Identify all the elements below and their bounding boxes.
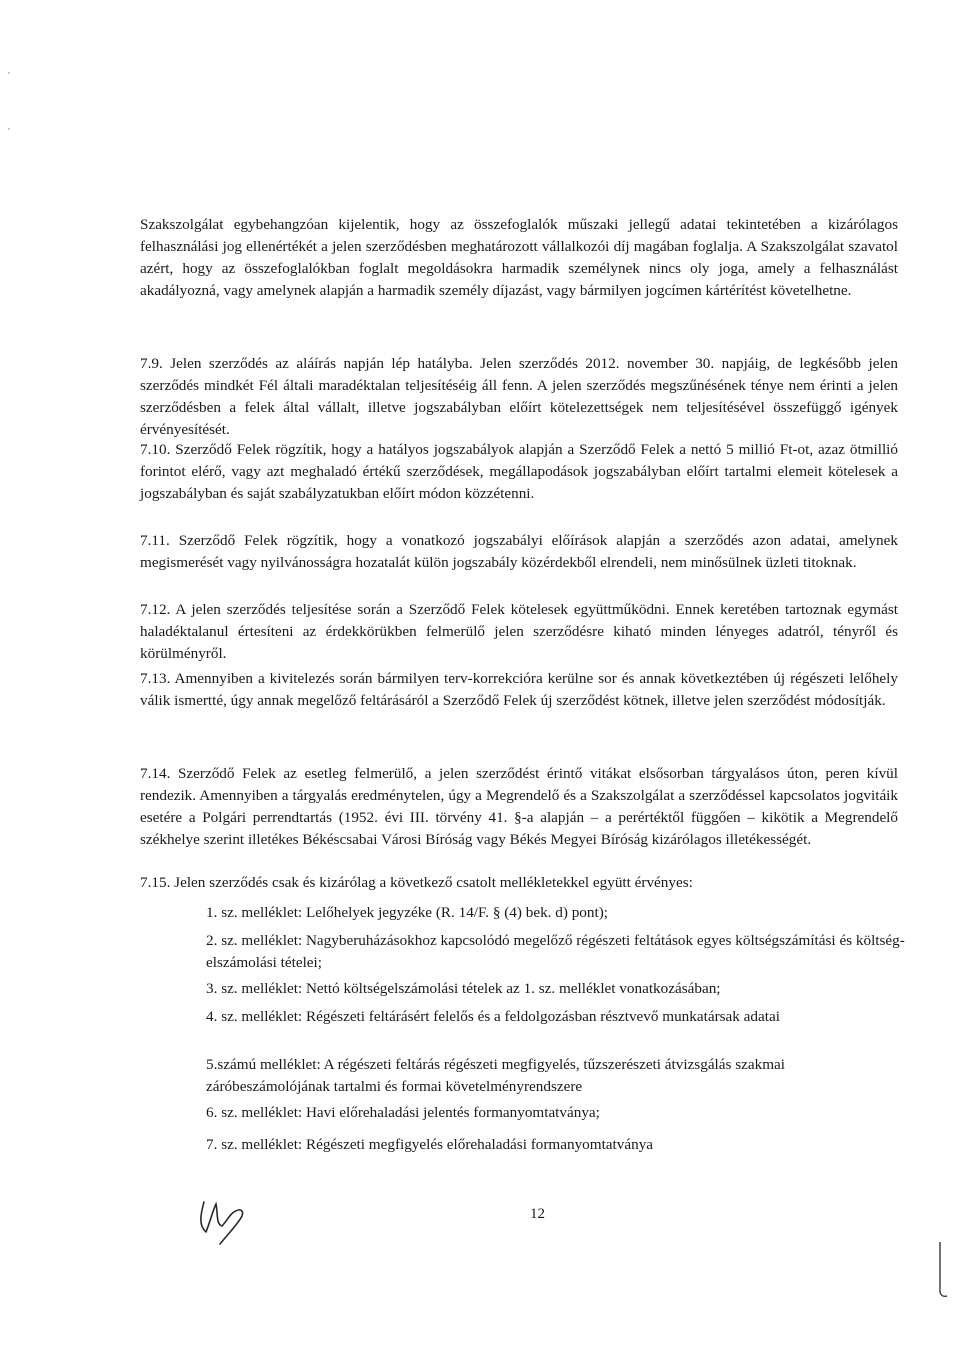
section-7-13: 7.13. Amennyiben a kivitelezés során bármilyen terv-korrekcióra kerülne sor és annak következtében új régészeti lelőhely válik ismertté, úgy annak megelőző feltárásáról a Szerződő Felek új szerződést kötnek, illetve jelen szerződést módosítják. xyxy=(140,670,898,709)
margin-mark xyxy=(930,1240,950,1300)
section-7-14: 7.14. Szerződő Felek az esetleg felmerülő, a jelen szerződést érintő vitákat elsősorban tárgyalásos úton, peren kívül rendezik. Amennyiben a tárgyalás eredménytelen, úgy a Megrendelő és a Szakszolgálat a szerződéssel kapcsolatos jogvitáik esetére a Polgári perrendtartás (1952. évi III. törvény 41. §-a alapján – a perértéktől függően – kikötik a Megrendelő székhelye szerint illetékes Békéscsabai Városi Bíróság vagy Békés Megyei Bíróság kizárólagos illetékességét. xyxy=(140,765,898,848)
section-7-10: 7.10. Szerződő Felek rögzítik, hogy a hatályos jogszabályok alapján a Szerződő Felek a nettó 5 millió Ft-ot, azaz ötmillió forintot elérő, vagy azt meghaladó értékű szerződések, megállapodások jogszabályban előírt tartalmi elemeit kötelesek a jogszabályban és saját szabályzatukban előírt módon közzétenni. xyxy=(140,441,898,502)
section-7-15: 7.15. Jelen szerződés csak és kizárólag a következő csatolt mellékletekkel együtt érvényes: xyxy=(140,874,693,891)
attachment-item: 5.számú melléklet: A régészeti feltárás régészeti megfigyelés, tűzszerészeti átvizsgálás szakmai záróbeszámolójának tartalmi és formai követelményrendszere xyxy=(206,1056,785,1095)
scan-speck xyxy=(8,72,10,74)
section-7-9: 7.9. Jelen szerződés az aláírás napján lép hatályba. Jelen szerződés 2012. november 30. napjáig, de legkésőbb jelen szerződés mindkét Fél általi maradéktalan teljesítéséig áll fenn. A jelen szerződés megszűnésének ténye nem érinti a jelen szerződésben a felek által vállalt, illetve jogszabályban előírt kötelezettségek nem teljesítésével összefüggő igények érvényesítését. xyxy=(140,355,898,438)
attachment-item: 3. sz. melléklet: Nettó költségelszámolási tételek az 1. sz. melléklet vonatkozásában; xyxy=(206,980,721,997)
attachment-item: 4. sz. melléklet: Régészeti feltárásért felelős és a feldolgozásban résztvevő munkatársak adatai xyxy=(206,1008,780,1025)
attachment-item: 2. sz. melléklet: Nagyberuházásokhoz kapcsolódó megelőző régészeti feltátások egyes költségszámítási és költség-elszámolási tételei; xyxy=(206,932,905,971)
section-7-12: 7.12. A jelen szerződés teljesítése során a Szerződő Felek kötelesek együttműködni. Ennek keretében tartoznak egymást haladéktalanul értesíteni az érdekkörükben felmerülő jelen szerződésre kiható minden lényeges adatról, tényről és körülményről. xyxy=(140,601,898,662)
scan-speck xyxy=(8,128,10,130)
intro-paragraph: Szakszolgálat egybehangzóan kijelentik, hogy az összefoglalók műszaki jellegű adatai tekintetében a kizárólagos felhasználási jog ellenértékét a jelen szerződésben meghatározott vállalkozói díj magában foglalja. A Szakszolgálat szavatol azért, hogy az összefoglalókban foglalt megoldásokra harmadik személynek nincs oly joga, amely a felhasználást akadályozná, vagy amelynek alapján a harmadik személy díjazást, vagy bármilyen jogcímen kártérítést követelhetne. xyxy=(140,216,898,299)
attachment-item: 1. sz. melléklet: Lelőhelyek jegyzéke (R. 14/F. § (4) bek. d) pont); xyxy=(206,904,608,921)
attachment-item: 6. sz. melléklet: Havi előrehaladási jelentés formanyomtatványa; xyxy=(206,1104,600,1121)
signature xyxy=(190,1192,250,1252)
section-7-11: 7.11. Szerződő Felek rögzítik, hogy a vonatkozó jogszabályi előírások alapján a szerződés azon adatai, amelynek megismerését vagy nyilvánosságra hozatalát külön jogszabály közérdekből elrendeli, nem minősülnek üzleti titoknak. xyxy=(140,532,898,571)
attachment-item: 7. sz. melléklet: Régészeti megfigyelés előrehaladási formanyomtatványa xyxy=(206,1136,654,1153)
page-number: 12 xyxy=(530,1206,545,1222)
